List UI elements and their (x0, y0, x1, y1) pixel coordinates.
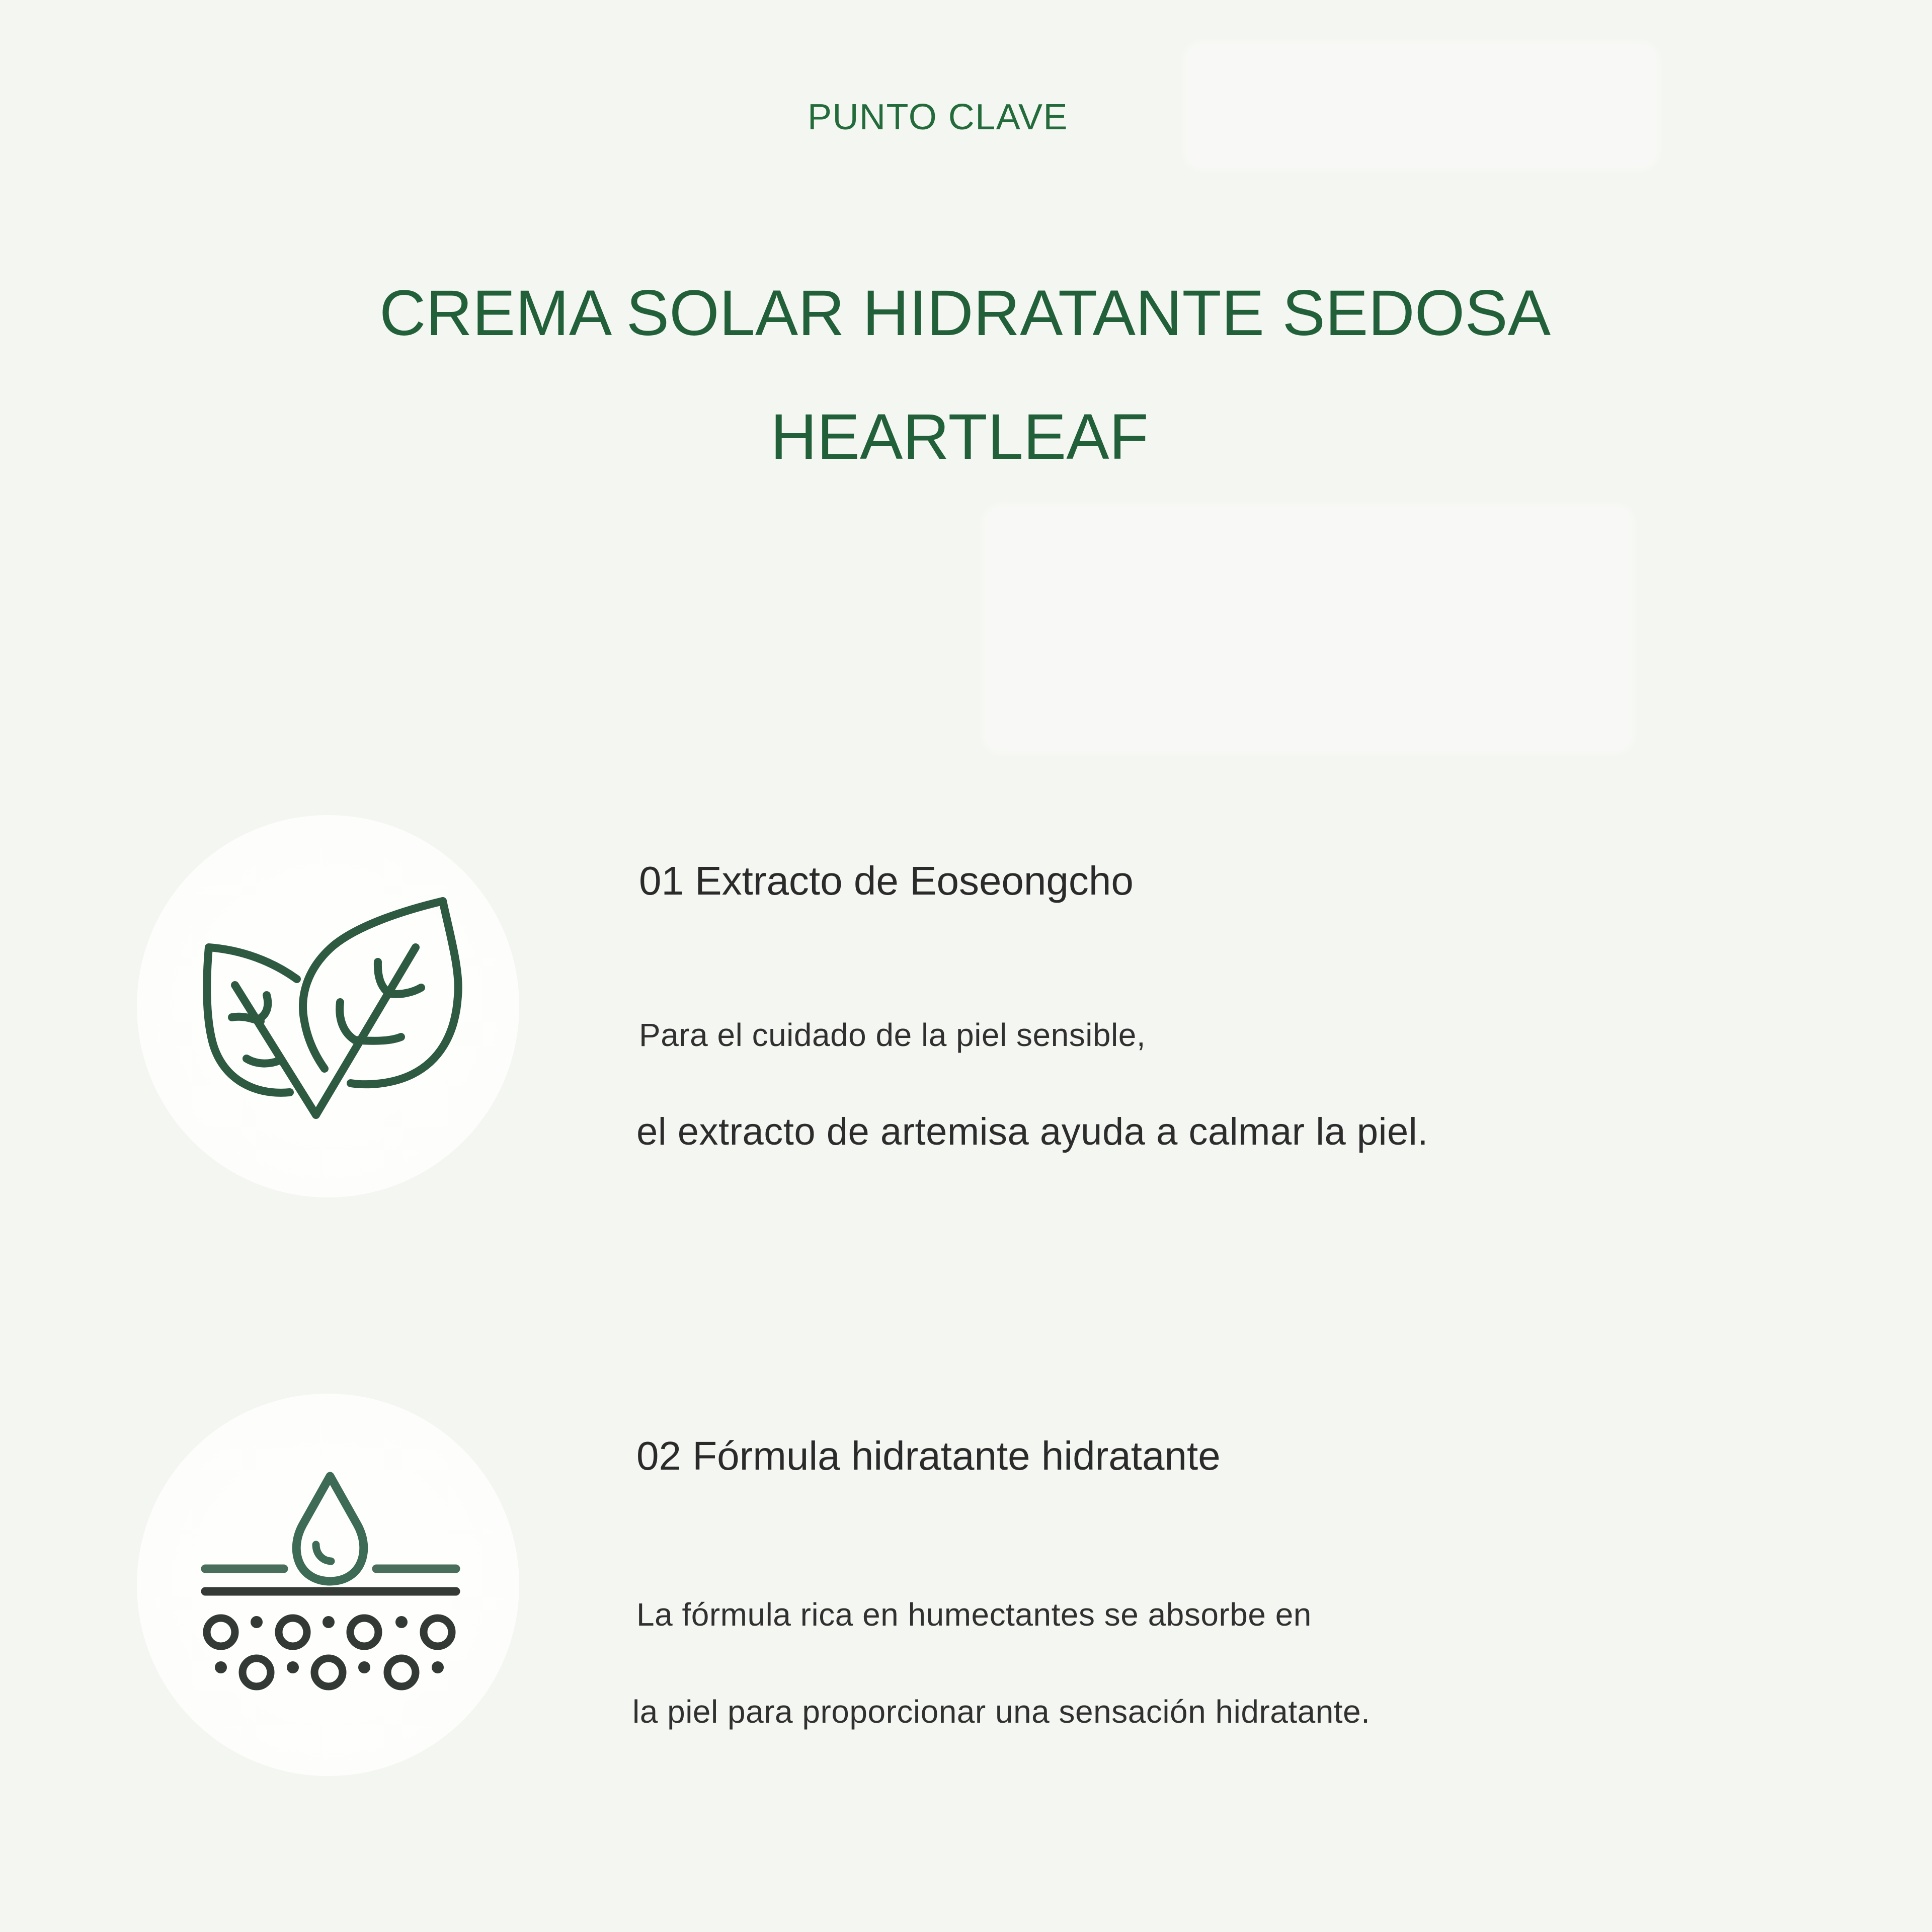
leaves-icon (201, 896, 463, 1127)
section-kicker: PUNTO CLAVE (808, 97, 1068, 137)
feature-description-line: La fórmula rica en humectantes se absorbe en (636, 1596, 1312, 1633)
water-drop-skin-icon (201, 1469, 463, 1691)
background-texture (1182, 40, 1660, 171)
feature-title: 02 Fórmula hidratante hidratante (636, 1433, 1221, 1478)
feature-description-line: Para el cuidado de la piel sensible, (639, 1017, 1146, 1053)
feature-description-line: la piel para proporcionar una sensación hidratante. (632, 1694, 1371, 1730)
product-title-line-1: CREMA SOLAR HIDRATANTE SEDOSA (379, 277, 1551, 349)
feature-title: 01 Extracto de Eoseongcho (639, 858, 1134, 903)
product-title-line-2: HEARTLEAF (770, 401, 1149, 473)
feature-description-line: el extracto de artemisa ayuda a calmar la piel. (636, 1110, 1428, 1153)
background-texture (981, 503, 1635, 755)
